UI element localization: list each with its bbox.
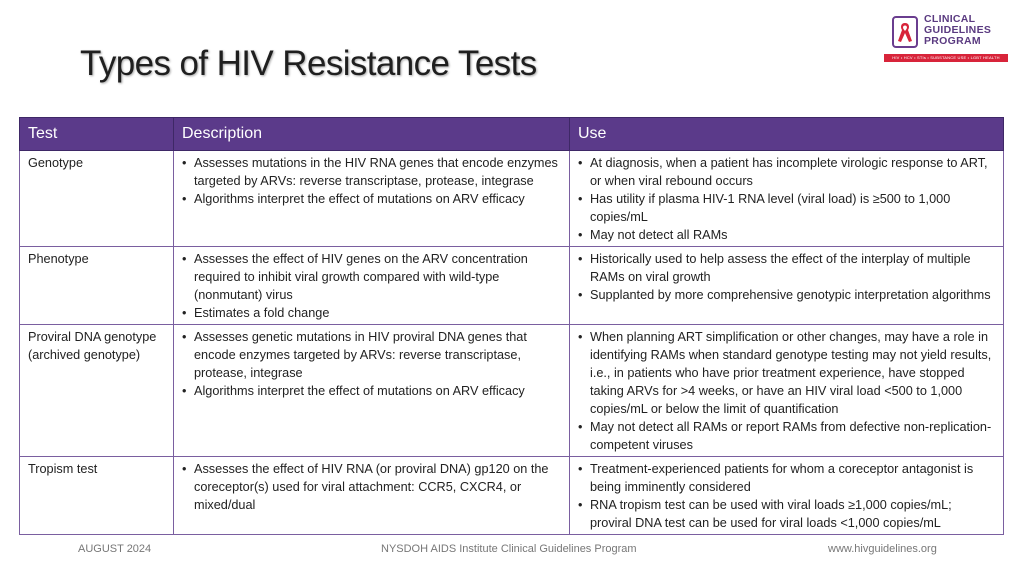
bullet-item: • When planning ART simplification or other changes, may have a role in identifying RAMs when standard genotype testing may not yield results, i.e., in patients who have prior treatment experience, have stopped taking ARVs for >4 weeks, or have an HIV viral load <500 to 1,000 copies/mL or below the limit of quantification [578,328,995,418]
cell-description [174,151,570,247]
cell-use [570,325,1004,457]
cell-test: Genotype [20,151,174,247]
header-description: Description [174,118,570,151]
bullet-item: • Assesses mutations in the HIV RNA genes that encode enzymes targeted by ARVs: reverse transcriptase, protease, integrase [182,154,561,190]
cell-description [174,457,570,535]
logo-line-3: PROGRAM [924,35,981,47]
ribbon-icon-frame [892,16,918,48]
table-row [20,151,1004,247]
bullet-item: • Supplanted by more comprehensive genotypic interpretation algorithms [578,286,995,304]
table-row [20,247,1004,325]
cell-description [174,325,570,457]
footer-program: NYSDOH AIDS Institute Clinical Guidelines Program [381,543,637,555]
logo-wordmark [924,14,991,47]
page-title: Types of HIV Resistance Tests [80,44,537,83]
cell-test: Proviral DNA genotype (archived genotype) [20,325,174,457]
bullet-item: • Assesses the effect of HIV genes on the ARV concentration required to inhibit viral growth compared with wild-type (nonmutant) virus [182,250,561,304]
bullet-item: • RNA tropism test can be used with viral loads ≥1,000 copies/mL; proviral DNA test can be used for viral loads <1,000 copies/mL [578,496,995,532]
bullet-item: • May not detect all RAMs or report RAMs from defective non-replication-competent viruses [578,418,995,454]
footer-date: AUGUST 2024 [78,543,152,555]
bullet-item: • May not detect all RAMs [578,226,995,244]
resistance-tests-table [19,117,1004,535]
logo-line-1: CLINICAL [924,13,976,25]
cell-test: Phenotype [20,247,174,325]
bullet-item: • Assesses the effect of HIV RNA (or proviral DNA) gp120 on the coreceptor(s) used for viral attachment: CCR5, CXCR4, or mixed/dual [182,460,561,514]
logo-line-2: GUIDELINES [924,24,992,36]
red-ribbon-icon [897,21,913,45]
cell-use [570,151,1004,247]
bullet-item: • Algorithms interpret the effect of mutations on ARV efficacy [182,382,561,400]
bullet-item: • Algorithms interpret the effect of mutations on ARV efficacy [182,190,561,208]
footer-url[interactable]: www.hivguidelines.org [828,543,937,555]
cell-use [570,457,1004,535]
bullet-item: • Historically used to help assess the effect of the interplay of multiple RAMs on viral growth [578,250,995,286]
header-use: Use [570,118,1004,151]
bullet-item: • Has utility if plasma HIV-1 RNA level (viral load) is ≥500 to 1,000 copies/mL [578,190,995,226]
bullet-item: • Estimates a fold change [182,304,561,322]
table-row [20,325,1004,457]
cell-description [174,247,570,325]
logo-tagline: HIV • HCV • STIs • SUBSTANCE USE • LGBT HEALTH [884,54,1008,62]
cell-test: Tropism test [20,457,174,535]
header-test: Test [20,118,174,151]
bullet-item: • Treatment-experienced patients for whom a coreceptor antagonist is being imminently considered [578,460,995,496]
table-row [20,457,1004,535]
cell-use [570,247,1004,325]
table-header-row [20,118,1004,151]
clinical-guidelines-logo [884,14,1008,64]
bullet-item: • Assesses genetic mutations in HIV proviral DNA genes that encode enzymes targeted by ARVs: reverse transcriptase, protease, integrase [182,328,561,382]
bullet-item: • At diagnosis, when a patient has incomplete virologic response to ART, or when viral rebound occurs [578,154,995,190]
